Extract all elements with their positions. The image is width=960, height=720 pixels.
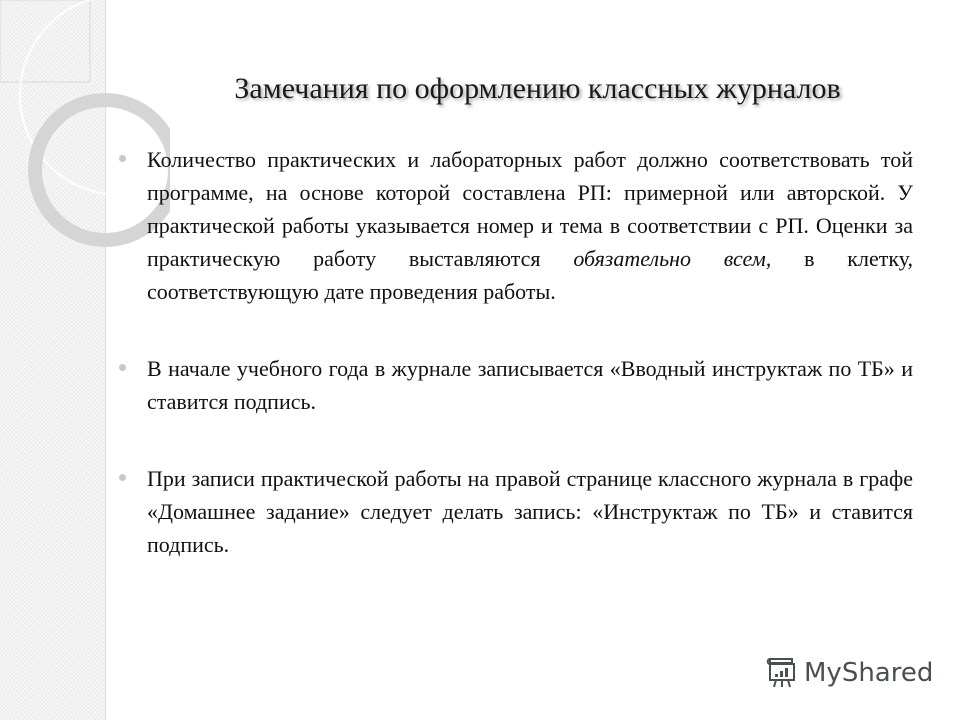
slide-title: Замечания по оформлению классных журналов — [234, 72, 841, 105]
bullet-icon — [119, 474, 126, 481]
bullet-icon — [119, 155, 126, 162]
decorative-circles — [0, 0, 170, 330]
bullet-paragraph-1: Количество практических и лабораторных работ должно соответствовать той программе, на основе которой составлена РП: примерной или авторской. У практической работы указывается номер и тема в соответствии с РП. Оценки за практическую работу выставляются обязательно всем, в клетку, соответствующую дате проведения работы. — [147, 143, 913, 308]
presentation-board-icon — [766, 656, 798, 690]
emphasis-text: обязательно всем, — [573, 246, 772, 271]
myshared-watermark: MyShared — [766, 656, 933, 690]
slide-body — [147, 143, 913, 561]
bullet-icon — [119, 364, 126, 371]
bullet-paragraph-3: При записи практической работы на правой странице классного журнала в графе «Домашнее задание» следует делать запись: «Инструктаж по ТБ» и ставится подпись. — [147, 462, 913, 561]
bullet-paragraph-2: В начале учебного года в журнале записывается «Вводный инструктаж по ТБ» и ставится подпись. — [147, 352, 913, 418]
